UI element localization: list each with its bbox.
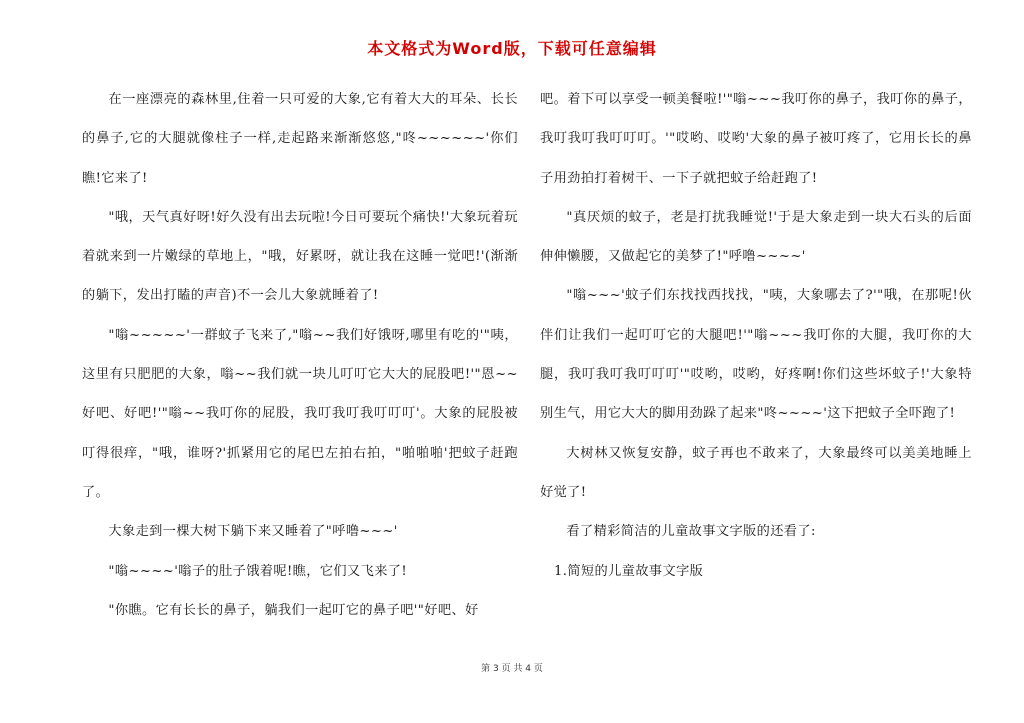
paragraph: "真厌烦的蚊子，老是打扰我睡觉!'于是大象走到一块大石头的后面伸伸懒腰，又做起它的美梦了!"呼噜~~~~': [540, 209, 972, 265]
left-column: [82, 80, 518, 630]
list-item: 1.简短的儿童故事文字版: [554, 563, 704, 579]
paragraph: "嗡~~~'蚊子们东找找西找找，"咦，大象哪去了?'"哦，在那呢!伙伴们让我们一起叮叮它的大腿吧!'"嗡~~~我叮你的大腿，我叮你的大腿，我叮我叮我叮叮叮'"哎哟，哎哟，好疼啊!你们这些坏蚊子!'大象特别生气，用它大大的脚用劲跺了起来"咚~~~~'这下把蚊子全吓跑了!: [540, 288, 972, 422]
document-header: 本文格式为Word版，下载可任意编辑: [367, 39, 657, 58]
right-column: [540, 80, 972, 591]
paragraph: 在一座漂亮的森林里,住着一只可爱的大象,它有着大大的耳朵、长长的鼻子,它的大腿就像柱子一样,走起路来渐渐悠悠,"咚~~~~~~'你们瞧!它来了!: [82, 92, 518, 186]
paragraph: 大象走到一棵大树下躺下来又睡着了"呼噜~~~': [108, 524, 398, 540]
paragraph: "嗡~~~~~'一群蚊子飞来了,"嗡~~我们好饿呀,哪里有吃的'"咦，这里有只肥肥的大象，嗡~~我们就一块儿叮叮它大大的屁股吧!'"恩~~好吧、好吧!'"嗡~~我叮你的屁股，我叮我叮我叮叮叮'。大象的屁股被叮得很痒，"哦，谁呀?'抓紧用它的尾巴左拍右拍，"啪啪啪'把蚊子赶跑了。: [82, 327, 518, 500]
paragraph: "嗡~~~~'嗡子的肚子饿着呢!瞧，它们又飞来了!: [108, 563, 408, 579]
paragraph: "你瞧。它有长长的鼻子，躺我们一起叮它的鼻子吧'"好吧、好: [108, 602, 479, 618]
page-number: 第 3 页 共 4 页: [481, 664, 543, 674]
paragraph: "哦，天气真好呀!好久没有出去玩啦!今日可要玩个痛快!'大象玩着玩着就来到一片嫩绿的草地上，"哦，好累呀，就让我在这睡一觉吧!'(渐渐的躺下，发出打瞌的声音)不一会儿大象就睡着了!: [82, 209, 518, 304]
paragraph: 吧。着下可以享受一顿美餐啦!'"嗡~~~我叮你的鼻子，我叮你的鼻子，我叮我叮我叮叮叮。'"哎哟、哎哟'大象的鼻子被叮疼了，它用长长的鼻子用劲拍打着树干、一下子就把蚊子给赶跑了!: [540, 92, 972, 186]
paragraph: 看了精彩简洁的儿童故事文字版的还看了:: [566, 524, 816, 540]
paragraph: 大树林又恢复安静，蚊子再也不敢来了，大象最终可以美美地睡上好觉了!: [540, 445, 972, 500]
